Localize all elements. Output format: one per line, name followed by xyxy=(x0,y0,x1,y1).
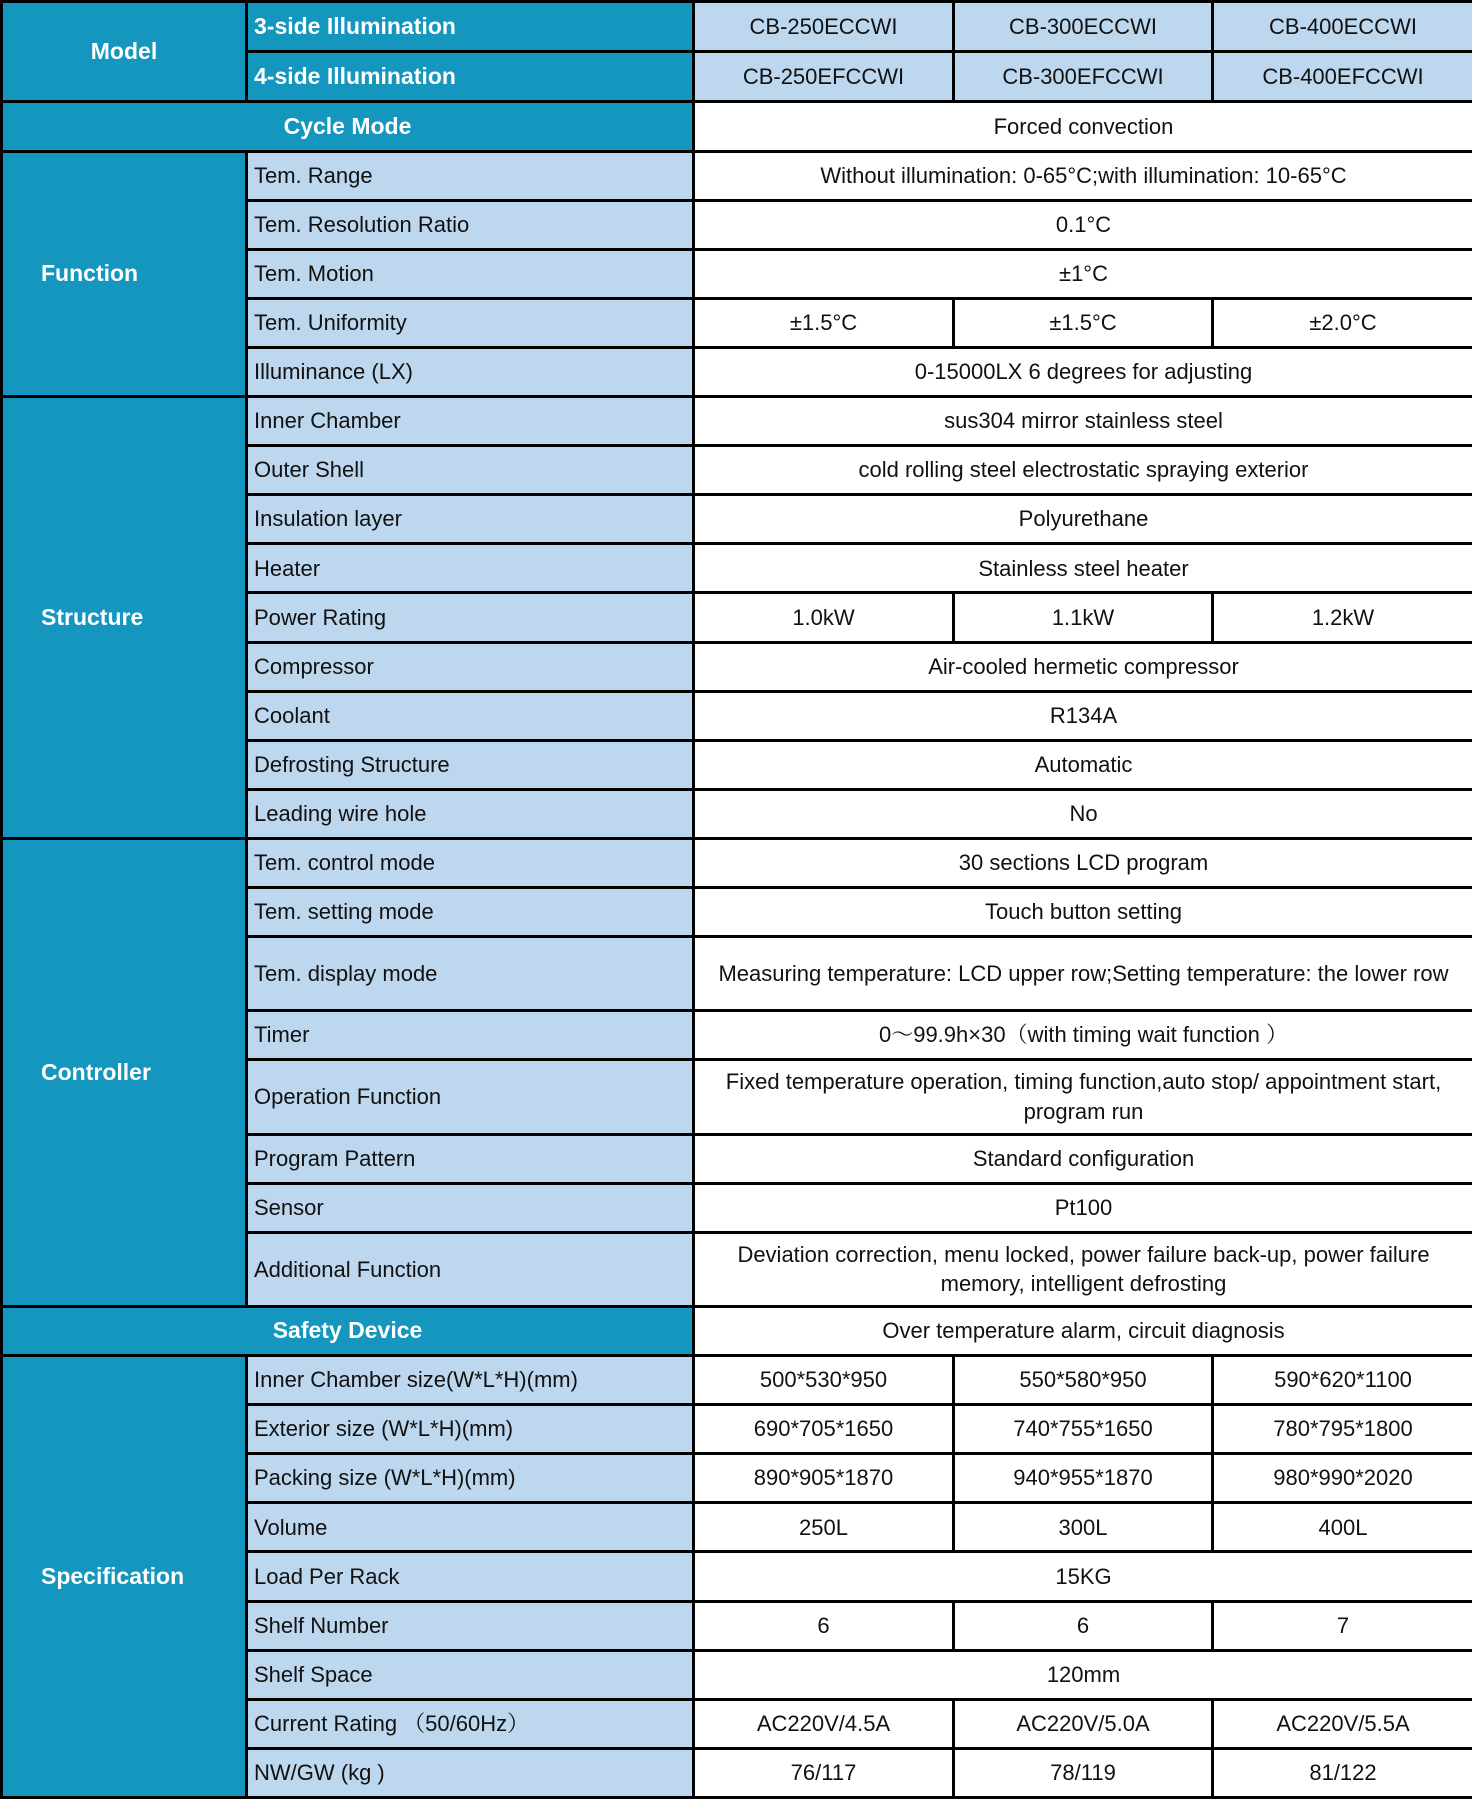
group-safety-device: Safety Device xyxy=(2,1306,694,1355)
row-label: Tem. Uniformity xyxy=(247,298,694,347)
row-value: 690*705*1650 xyxy=(694,1405,954,1454)
group-function: Function xyxy=(2,151,247,396)
row-value: Fixed temperature operation, timing function,auto stop/ appointment start, program run xyxy=(694,1060,1472,1134)
model-number: CB-300ECCWI xyxy=(954,2,1213,52)
row-value: 15KG xyxy=(694,1552,1472,1601)
row-label: NW/GW (kg ) xyxy=(247,1748,694,1797)
group-structure: Structure xyxy=(2,397,247,839)
row-value: sus304 mirror stainless steel xyxy=(694,397,1472,446)
safety-device-value: Over temperature alarm, circuit diagnosis xyxy=(694,1306,1472,1355)
row-value: 590*620*1100 xyxy=(1213,1356,1472,1405)
row-value: 740*755*1650 xyxy=(954,1405,1213,1454)
table-row xyxy=(2,1306,1472,1355)
row-value: Polyurethane xyxy=(694,495,1472,544)
row-value: 6 xyxy=(694,1601,954,1650)
row-label: Heater xyxy=(247,544,694,593)
row-value: Pt100 xyxy=(694,1183,1472,1232)
row-value: Automatic xyxy=(694,740,1472,789)
row-value: Deviation correction, menu locked, power failure back-up, power failure memory, intelligent defrosting xyxy=(694,1232,1472,1306)
row-label: Exterior size (W*L*H)(mm) xyxy=(247,1405,694,1454)
row-value: 30 sections LCD program xyxy=(694,838,1472,887)
table-row xyxy=(2,1356,1472,1405)
model-number: CB-400EFCCWI xyxy=(1213,52,1472,102)
row-value: 300L xyxy=(954,1503,1213,1552)
row-value: 1.0kW xyxy=(694,593,954,642)
row-value: Air-cooled hermetic compressor xyxy=(694,642,1472,691)
row-value: cold rolling steel electrostatic spraying exterior xyxy=(694,446,1472,495)
row-value: AC220V/5.5A xyxy=(1213,1699,1472,1748)
row-label: Inner Chamber size(W*L*H)(mm) xyxy=(247,1356,694,1405)
row-label: Leading wire hole xyxy=(247,789,694,838)
row-value: ±1.5°C xyxy=(954,298,1213,347)
row-value: ±1.5°C xyxy=(694,298,954,347)
row-value: AC220V/4.5A xyxy=(694,1699,954,1748)
row-label: Shelf Space xyxy=(247,1650,694,1699)
row-label: Compressor xyxy=(247,642,694,691)
model-row-label: 4-side Illumination xyxy=(247,52,694,102)
row-value: 6 xyxy=(954,1601,1213,1650)
row-value: 1.2kW xyxy=(1213,593,1472,642)
table-row xyxy=(2,397,1472,446)
row-label: Tem. display mode xyxy=(247,937,694,1011)
table-row xyxy=(2,838,1472,887)
row-value: 81/122 xyxy=(1213,1748,1472,1797)
group-controller: Controller xyxy=(2,838,247,1306)
row-value: 890*905*1870 xyxy=(694,1454,954,1503)
row-value: 76/117 xyxy=(694,1748,954,1797)
group-model: Model xyxy=(2,2,247,102)
row-value: 0.1°C xyxy=(694,200,1472,249)
row-label: Volume xyxy=(247,1503,694,1552)
row-label: Sensor xyxy=(247,1183,694,1232)
model-number: CB-250ECCWI xyxy=(694,2,954,52)
row-label: Illuminance (LX) xyxy=(247,347,694,396)
row-label: Load Per Rack xyxy=(247,1552,694,1601)
row-value: 550*580*950 xyxy=(954,1356,1213,1405)
model-number: CB-250EFCCWI xyxy=(694,52,954,102)
row-label: Current Rating （50/60Hz） xyxy=(247,1699,694,1748)
table-row xyxy=(2,102,1472,151)
row-label: Power Rating xyxy=(247,593,694,642)
model-number: CB-400ECCWI xyxy=(1213,2,1472,52)
row-value: Without illumination: 0-65°C;with illumination: 10-65°C xyxy=(694,151,1472,200)
row-label: Tem. Resolution Ratio xyxy=(247,200,694,249)
row-value: 0～99.9h×30（with timing wait function ） xyxy=(694,1011,1472,1060)
row-value: 500*530*950 xyxy=(694,1356,954,1405)
model-row-label: 3-side Illumination xyxy=(247,2,694,52)
row-label: Tem. Motion xyxy=(247,249,694,298)
row-value: 78/119 xyxy=(954,1748,1213,1797)
row-label: Tem. setting mode xyxy=(247,887,694,936)
row-label: Outer Shell xyxy=(247,446,694,495)
group-specification: Specification xyxy=(2,1356,247,1798)
row-value: Stainless steel heater xyxy=(694,544,1472,593)
row-value: Measuring temperature: LCD upper row;Setting temperature: the lower row xyxy=(694,937,1472,1011)
row-value: R134A xyxy=(694,691,1472,740)
row-label: Tem. control mode xyxy=(247,838,694,887)
row-value: 780*795*1800 xyxy=(1213,1405,1472,1454)
row-value: 980*990*2020 xyxy=(1213,1454,1472,1503)
row-value: ±2.0°C xyxy=(1213,298,1472,347)
cycle-mode-value: Forced convection xyxy=(694,102,1472,151)
row-label: Inner Chamber xyxy=(247,397,694,446)
row-label: Program Pattern xyxy=(247,1134,694,1183)
row-value: Standard configuration xyxy=(694,1134,1472,1183)
row-value: Touch button setting xyxy=(694,887,1472,936)
row-value: 940*955*1870 xyxy=(954,1454,1213,1503)
row-label: Packing size (W*L*H)(mm) xyxy=(247,1454,694,1503)
table-row xyxy=(2,2,1472,52)
row-value: 1.1kW xyxy=(954,593,1213,642)
row-value: ±1°C xyxy=(694,249,1472,298)
group-cycle-mode: Cycle Mode xyxy=(2,102,694,151)
row-label: Insulation layer xyxy=(247,495,694,544)
row-label: Defrosting Structure xyxy=(247,740,694,789)
row-label: Shelf Number xyxy=(247,1601,694,1650)
row-value: AC220V/5.0A xyxy=(954,1699,1213,1748)
row-value: No xyxy=(694,789,1472,838)
table-row xyxy=(2,151,1472,200)
row-label: Coolant xyxy=(247,691,694,740)
row-label: Additional Function xyxy=(247,1232,694,1306)
row-label: Timer xyxy=(247,1011,694,1060)
row-value: 120mm xyxy=(694,1650,1472,1699)
model-number: CB-300EFCCWI xyxy=(954,52,1213,102)
row-value: 250L xyxy=(694,1503,954,1552)
row-value: 0-15000LX 6 degrees for adjusting xyxy=(694,347,1472,396)
row-value: 7 xyxy=(1213,1601,1472,1650)
row-value: 400L xyxy=(1213,1503,1472,1552)
row-label: Tem. Range xyxy=(247,151,694,200)
row-label: Operation Function xyxy=(247,1060,694,1134)
